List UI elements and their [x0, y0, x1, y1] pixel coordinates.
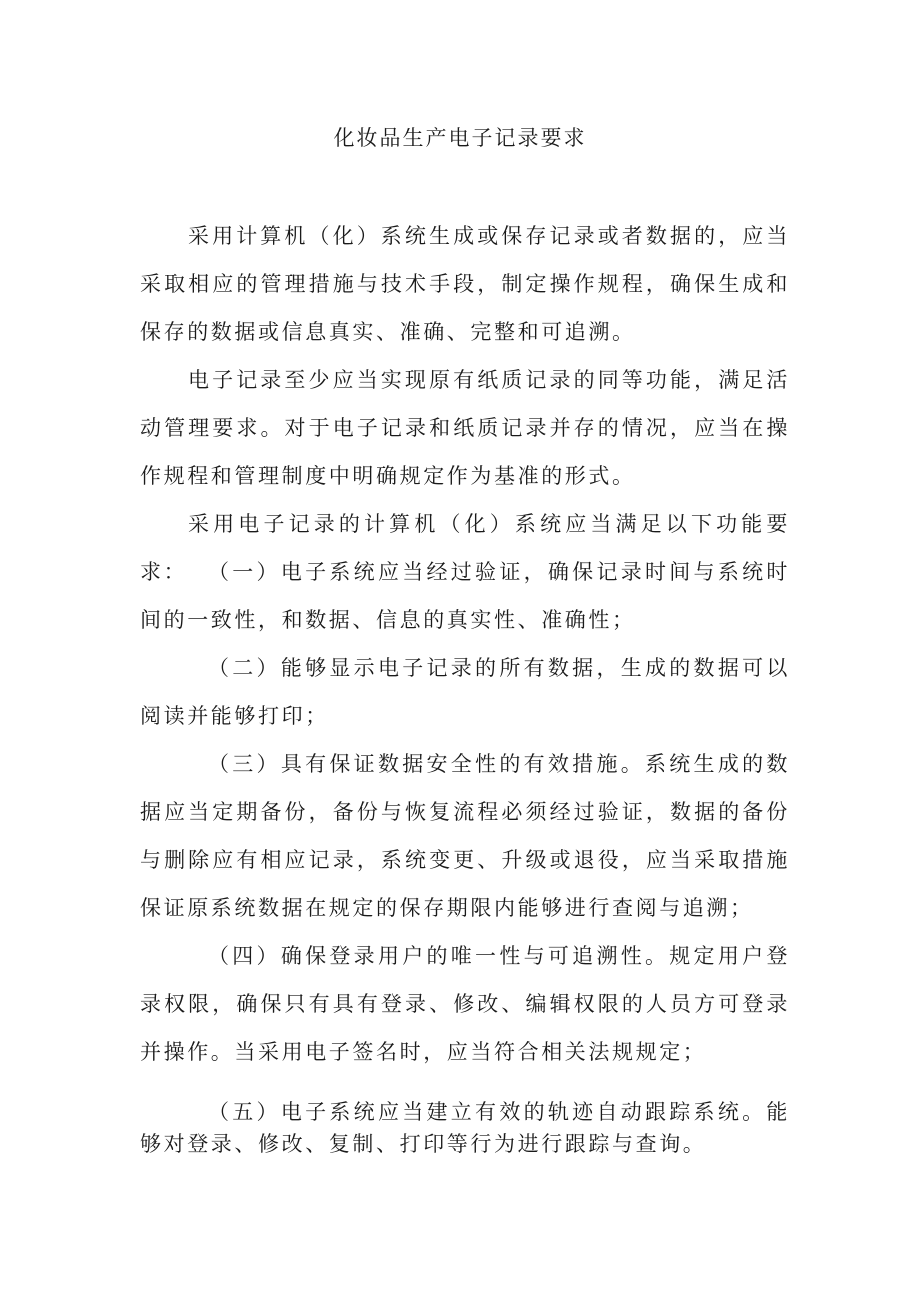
- document-title: 化妆品生产电子记录要求: [333, 126, 587, 150]
- paragraph-intro: 采用计算机（化）系统生成或保存记录或者数据的，应当采取相应的管理措施与技术手段，制定操作规程，确保生成和保存的数据或信息真实、准确、完整和可追溯。: [140, 224, 790, 344]
- requirement-item-3: （三）具有保证数据安全性的有效措施。系统生成的数据应当定期备份，备份与恢复流程必须经过验证，数据的备份与删除应有相应记录，系统变更、升级或退役，应当采取措施保证原系统数据在规定的保存期限内能够进行查阅与追溯；: [140, 752, 790, 920]
- paragraph-requirements-lead: 采用电子记录的计算机（化）系统应当满足以下功能要求：: [140, 512, 790, 584]
- requirement-item-1: （一）电子系统应当经过验证，确保记录时间与系统时间的一致性，和数据、信息的真实性、准确性；: [140, 560, 790, 632]
- paragraph-equivalence: 电子记录至少应当实现原有纸质记录的同等功能，满足活动管理要求。对于电子记录和纸质记录并存的情况，应当在操作规程和管理制度中明确规定作为基准的形式。: [140, 368, 790, 488]
- requirement-item-4: （四）确保登录用户的唯一性与可追溯性。规定用户登录权限，确保只有具有登录、修改、编辑权限的人员方可登录并操作。当采用电子签名时，应当符合相关法规规定；: [140, 944, 790, 1064]
- requirement-item-5: （五）电子系统应当建立有效的轨迹自动跟踪系统。能够对登录、修改、复制、打印等行为进行跟踪与查询。: [140, 1100, 790, 1156]
- requirement-item-2: （二）能够显示电子记录的所有数据，生成的数据可以阅读并能够打印；: [140, 656, 790, 728]
